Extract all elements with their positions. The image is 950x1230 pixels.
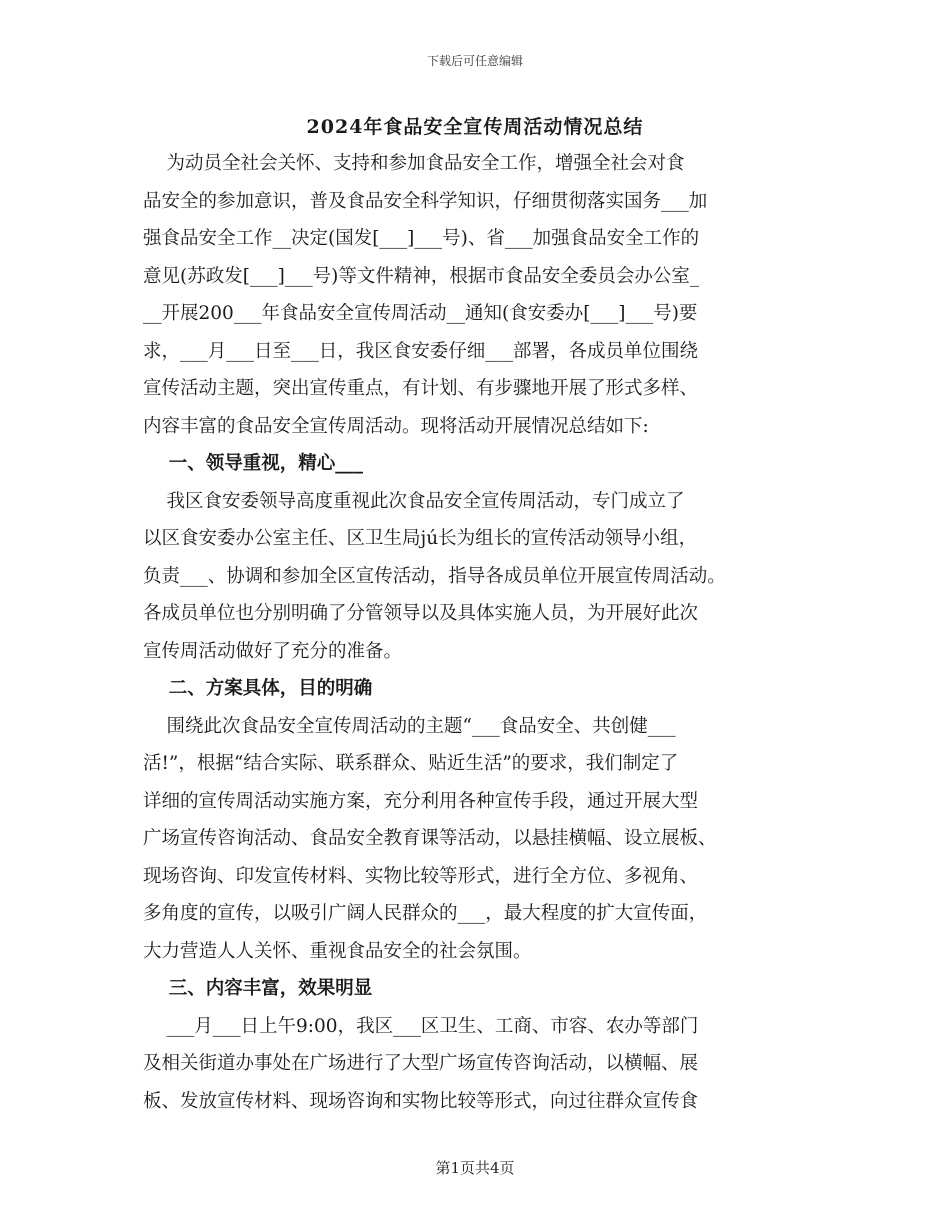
body-text-line: 强食品安全工作__决定(国发[___]___号)、省___加强食品安全工作的	[143, 228, 700, 249]
body-text-line: 现场咨询、印发宣传材料、实物比较等形式，进行全方位、多视角、	[143, 865, 699, 887]
body-text-line: 以区食安委办公室主任、区卫生局jú长为组长的宣传活动领导小组，	[143, 528, 698, 549]
body-text-line: 意见(苏政发[___]___号)等文件精神，根据市食品安全委员会办公室_	[143, 265, 700, 287]
section-heading: 一、领导重视，精心___	[143, 453, 364, 474]
body-text-line: 广场宣传咨询活动、食品安全教育课等活动，以悬挂横幅、设立展板、	[143, 828, 717, 849]
body-text-line: 品安全的参加意识，普及食品安全科学知识，仔细贯彻落实国务___加	[143, 190, 708, 212]
body-text-line: 各成员单位也分别明确了分管领导以及具体实施人员，为开展好此次	[143, 603, 699, 624]
section-heading: 三、内容丰富，效果明显	[143, 978, 373, 999]
body-text-line: 活!”，根据“结合实际、联系群众、贴近生活”的要求，我们制定了	[143, 753, 679, 774]
body-text-line: ___月___日上午9:00，我区___区卫生、工商、市容、农办等部门	[143, 1015, 699, 1037]
body-text-line: 围绕此次食品安全宣传周活动的主题“___食品安全、共创健___	[143, 715, 676, 737]
body-text-line: __开展200___年食品安全宣传周活动__通知(食安委办[___]___号)要	[143, 303, 698, 324]
section-heading: 二、方案具体，目的明确	[143, 678, 373, 699]
body-text-line: 多角度的宣传，以吸引广阔人民群众的___，最大程度的扩大宣传面，	[143, 903, 708, 924]
body-text-line: 我区食安委领导高度重视此次食品安全宣传周活动，专门成立了	[143, 490, 685, 512]
body-text-line: 大力营造人人关怀、重视食品安全的社会氛围。	[143, 940, 532, 962]
body-text-line: 宣传周活动做好了充分的准备。	[143, 640, 403, 662]
page-header: 下载后可任意编辑	[426, 54, 523, 68]
body-text-line: 详细的宣传周活动实施方案，充分利用各种宣传手段，通过开展大型	[143, 790, 699, 812]
body-text-line: 内容丰富的食品安全宣传周活动。现将活动开展情况总结如下:	[143, 415, 649, 437]
page-footer: 第1页共4页	[435, 1159, 515, 1177]
document-body	[143, 145, 808, 1120]
body-text-line: 负责___、协调和参加全区宣传活动，指导各成员单位开展宣传周活动。	[143, 565, 726, 587]
body-text-line: 及相关街道办事处在广场进行了大型广场宣传咨询活动，以横幅、展	[143, 1053, 699, 1074]
body-text-line: 求，___月___日至___日，我区食安委仔细___部署，各成员单位围绕	[143, 340, 699, 362]
body-text-line: 为动员全社会关怀、支持和参加食品安全工作，增强全社会对食	[143, 153, 685, 174]
document-title: 2024年食品安全宣传周活动情况总结	[306, 116, 644, 138]
body-text-line: 板、发放宣传材料、现场咨询和实物比较等形式，向过往群众宣传食	[143, 1090, 699, 1112]
body-text-line: 宣传活动主题，突出宣传重点，有计划、有步骤地开展了形式多样、	[143, 378, 699, 399]
